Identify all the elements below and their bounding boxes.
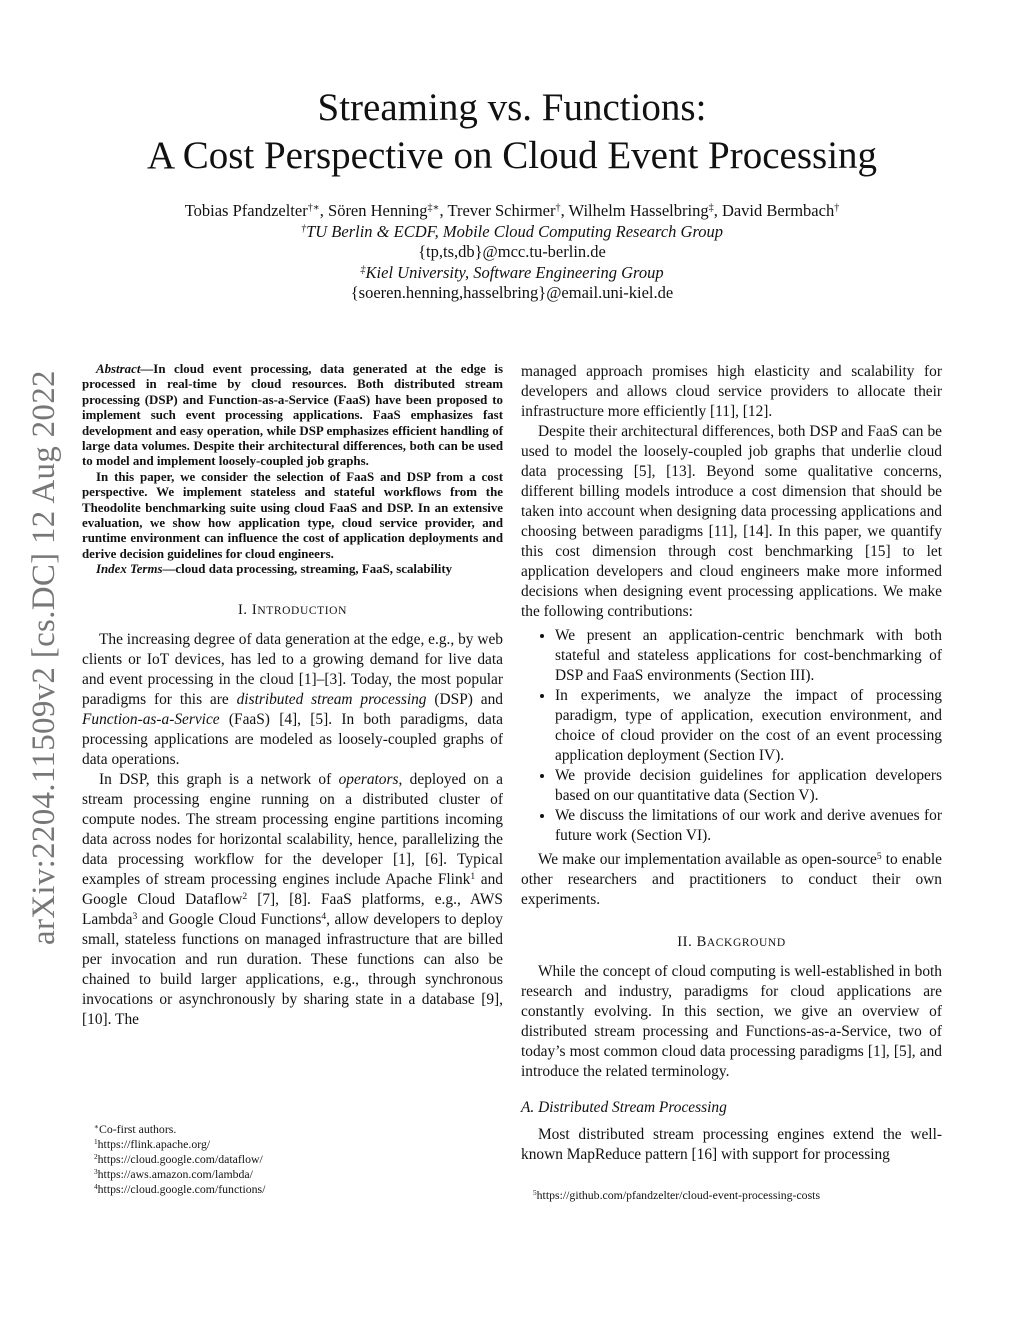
emphasis: Function-as-a-Service — [82, 710, 220, 728]
footnote-ref: 5 — [876, 850, 882, 862]
footnote-link[interactable]: https://flink.apache.org/ — [97, 1137, 211, 1151]
footnote-ref: 3 — [132, 910, 138, 922]
text-run: to enable other researchers and practitioners to conduct their own experiments. — [521, 851, 942, 908]
footnote-text: Co-first authors. — [98, 1122, 177, 1136]
index-terms — [82, 562, 503, 577]
author-marks: ‡∗ — [427, 202, 440, 214]
section-heading-introduction — [82, 600, 503, 621]
list-item: • In experiments, we analyze the impact of processing paradigm, type of application, execution environment, and choice of cloud provider on the cost of an event processing application deployment (Section IV). — [555, 686, 942, 766]
intro-paragraph-4: Despite their architectural differences, both DSP and FaaS can be used to model the loosely-coupled job graphs that underlie cloud data processing [5], [13]. Beyond some qualitative concerns, different billing models introduce a cost dimension that should be taken into account when designing data processing applications and choosing between paradigms [11], [14]. In this paper, we quantify this cost dimension through cost benchmarking [15] to let application developers and cloud engineers make more informed decisions when designing event processing applications. We make the following contributions: — [521, 423, 942, 620]
footnote-mark: 4 — [94, 1181, 98, 1191]
intro-paragraph-1 — [82, 630, 503, 770]
affiliation-mark: † — [300, 222, 307, 234]
affiliation-text: TU Berlin & ECDF, Mobile Cloud Computing Research Group — [306, 221, 724, 241]
text-run: , allow developers to deploy small, stateless functions on managed infrastructure that are billed per invocation and run duration. These functions can also be chained to build larger applications, e.g., through synchronous invocations or asynchronously by sharing state in a database [9], [10]. The — [82, 910, 503, 1028]
index-terms-label: Index Terms — [96, 562, 163, 577]
footnote — [533, 1188, 943, 1203]
list-item: • We provide decision guidelines for application developers based on our quantitative data (Section V). — [555, 766, 942, 806]
footnote-link[interactable]: https://aws.amazon.com/lambda/ — [97, 1167, 253, 1181]
author-name: Trever Schirmer — [447, 201, 556, 220]
author-marks: † — [834, 202, 840, 214]
footnote — [94, 1182, 504, 1197]
footnote-link[interactable]: https://github.com/pfandzelter/cloud-event-processing-costs — [536, 1188, 821, 1202]
text-run: In DSP, this graph is a network of — [99, 770, 339, 788]
left-column — [82, 362, 503, 1030]
text-run: The increasing degree of data generation at the edge, e.g., by web clients or IoT devices, has led to a growing demand for live data and event processing in the cloud [1]–[3]. Today, the most popular paradigms for this are — [82, 630, 503, 708]
footnote-link[interactable]: https://cloud.google.com/functions/ — [97, 1182, 266, 1196]
author-list: Tobias Pfandzelter†∗, Sören Henning‡∗, Trever Schirmer†, Wilhelm Hasselbring‡, David Bermbach† — [184, 201, 840, 220]
section-title-rest: ACKGROUND — [706, 937, 786, 949]
index-terms-text: —cloud data processing, streaming, FaaS, scalability — [162, 562, 453, 577]
title-line-2: A Cost Perspective on Cloud Event Processing — [146, 134, 878, 177]
abstract-paragraph-1 — [82, 362, 503, 470]
footnote — [94, 1167, 504, 1182]
author-block — [0, 201, 1024, 304]
author-marks: †∗ — [307, 202, 320, 214]
section-title-initial: I — [251, 601, 258, 618]
affiliation-text: Kiel University, Software Engineering Group — [365, 262, 664, 282]
footnote-mark: 2 — [94, 1151, 98, 1161]
author-marks: ‡ — [708, 202, 714, 214]
contribution-list — [521, 626, 942, 846]
list-item: • We present an application-centric benchmark with both stateful and stateless applications for cost-benchmarking of DSP and FaaS environments (Section III). — [555, 626, 942, 686]
text-run: (DSP) and — [426, 690, 503, 708]
email-2: {soeren.henning,hasselbring}@email.uni-kiel.de — [350, 283, 674, 302]
emphasis: distributed stream processing — [236, 690, 427, 708]
right-column — [521, 362, 942, 1165]
email-1: {tp,ts,db}@mcc.tu-berlin.de — [418, 242, 606, 261]
section-title-rest: NTRODUCTION — [257, 604, 347, 617]
background-paragraph-1: While the concept of cloud computing is well-established in both research and industry, paradigms for cloud applications are constantly evolving. In this section, we give an overview of distributed stream processing and Functions-as-a-Service, two of today’s most common cloud data processing paradigms [1], [5], and introduce the related terminology. — [521, 963, 942, 1080]
footnote — [94, 1152, 504, 1167]
intro-paragraph-2 — [82, 770, 503, 1030]
footnote — [94, 1122, 504, 1137]
text-run: We make our implementation available as open-source — [538, 851, 877, 868]
affiliation-2 — [0, 263, 1024, 284]
footnote-ref: 2 — [242, 890, 248, 902]
abstract-label: Abstract — [96, 362, 141, 376]
section-heading-background — [521, 932, 942, 953]
text-run: and Google Cloud Functions — [137, 910, 322, 928]
text-run: , deployed on a stream processing engine running on a distributed cluster of compute nodes. The stream processing engine partitions incoming data across nodes for horizontal scalability, hence, parallelizing the data processing workflow for the developer [1], [6]. Typical examples of stream processing engines include Apache Flink — [82, 770, 503, 888]
footnote — [94, 1137, 504, 1152]
emphasis: operators — [338, 770, 399, 788]
affiliation-1 — [0, 222, 1024, 243]
footnotes-right — [533, 1188, 943, 1203]
arxiv-identifier: arXiv:2204.11509v2 [cs.DC] 12 Aug 2022 — [26, 370, 62, 945]
footnote-link[interactable]: https://cloud.google.com/dataflow/ — [97, 1152, 263, 1166]
author-marks: † — [555, 202, 561, 214]
list-item: • We discuss the limitations of our work and derive avenues for future work (Section VI). — [555, 806, 942, 846]
text-run: [7], [8]. FaaS platforms, e.g., AWS Lambda — [82, 890, 503, 928]
subsection-heading-dsp: A. Distributed Stream Processing — [521, 1099, 727, 1116]
intro-paragraph-3: managed approach promises high elasticity and scalability for developers and allows cloud service providers to allocate their infrastructure more efficiently [11], [12]. — [521, 363, 942, 420]
abstract-paragraph-2: In this paper, we consider the selection of FaaS and DSP from a cost perspective. We implement stateless and stateful workflows from the Theodolite benchmarking suite using cloud FaaS and DSP. In an extensive evaluation, we show how application type, cloud service provider, and runtime environment can influence the cost of application deployments and derive decision guidelines for cloud engineers. — [82, 469, 503, 561]
author-name: David Bermbach — [721, 201, 835, 220]
intro-paragraph-5 — [521, 850, 942, 910]
section-number: I. — [238, 601, 248, 618]
text-run: and Google Cloud Dataflow — [82, 870, 504, 908]
footnote-ref: 4 — [321, 910, 327, 922]
footnote-ref: 1 — [470, 870, 476, 882]
title-line-1: Streaming vs. Functions: — [317, 86, 707, 129]
section-number: II. — [677, 934, 693, 950]
text-run: (FaaS) [4], [5]. In both paradigms, data processing applications are modeled as loosely-coupled graphs of data operations. — [82, 710, 503, 768]
author-name: Sören Henning — [328, 201, 428, 220]
paper-title — [0, 84, 1024, 180]
footnote-mark: ∗ — [94, 1121, 99, 1131]
author-name: Wilhelm Hasselbring — [568, 201, 709, 220]
footnote-mark: 5 — [533, 1187, 537, 1197]
author-name: Tobias Pfandzelter — [184, 201, 308, 220]
footnotes-left — [94, 1122, 504, 1197]
affiliation-mark: ‡ — [360, 263, 366, 275]
footnote-mark: 3 — [94, 1166, 98, 1176]
section-title-initial: B — [696, 934, 707, 950]
background-paragraph-2: Most distributed stream processing engines extend the well-known MapReduce pattern [16] with support for processing — [521, 1126, 942, 1163]
footnote-mark: 1 — [94, 1136, 98, 1146]
abstract-text: —In cloud event processing, data generated at the edge is processed in real-time by cloud resources. Both distributed stream processing (DSP) and Function-as-a-Service (FaaS) have been proposed to implement such event processing applications. FaaS emphasizes fast development and easy operation, while DSP emphasizes efficient handling of large data volumes. Despite their architectural differences, both can be used to model and implement loosely-coupled job graphs. — [82, 362, 503, 469]
